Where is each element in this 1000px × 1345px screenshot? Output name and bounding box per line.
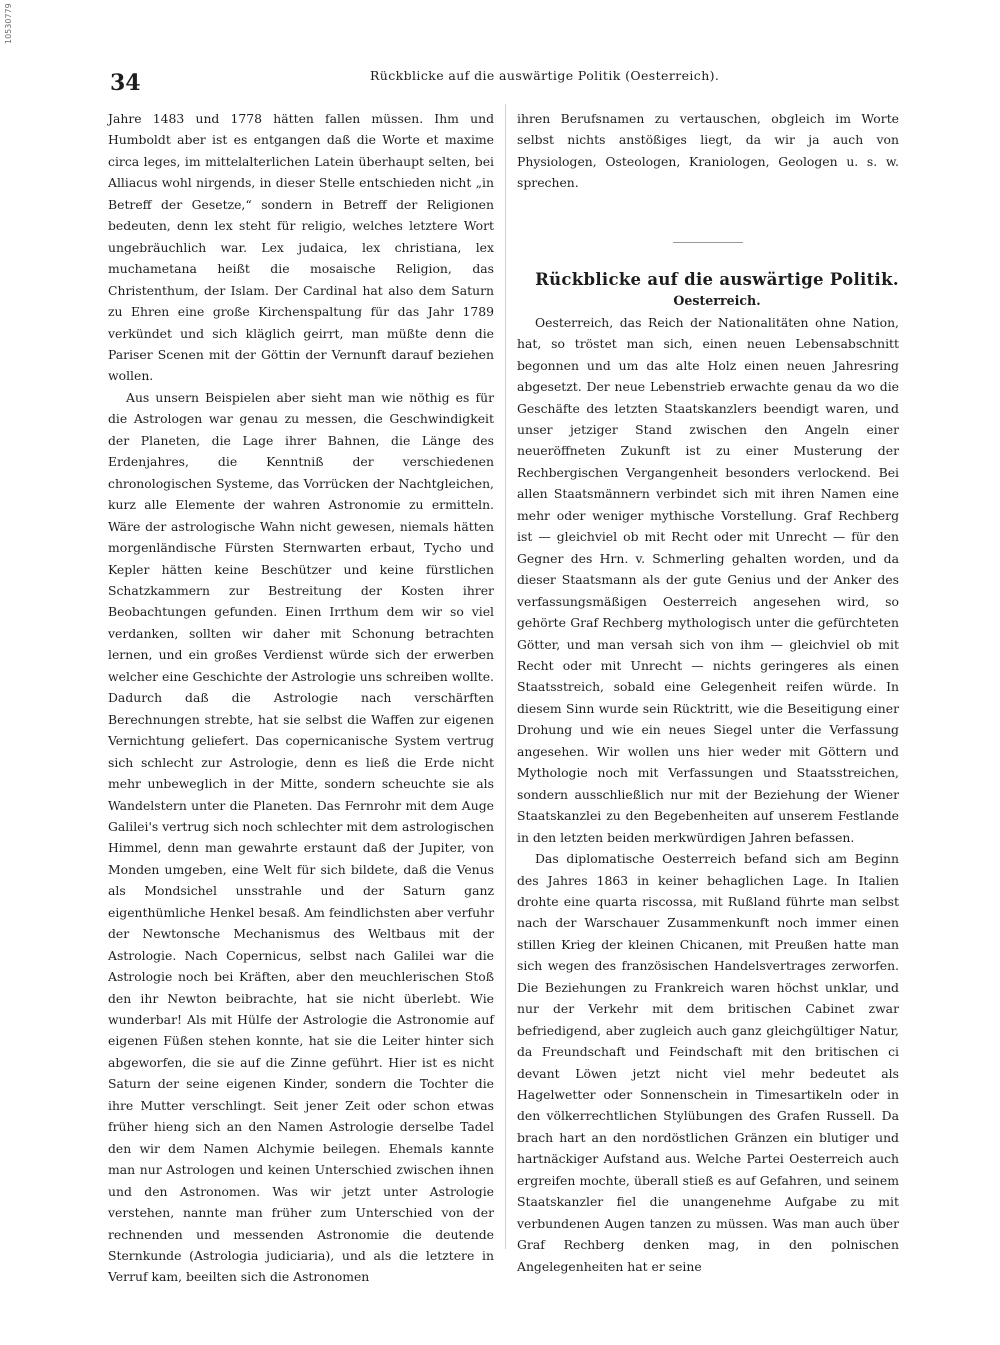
left-paragraph-2: Aus unsern Beispielen aber sieht man wie nöthig es für die Astrologen war genau zu messen, die Geschwindigkeit der Planeten, die Lage ihrer Bahnen, die Länge des Erdenjahres, die Kenntniß der verschiedenen chronologischen Systeme, das Vorrücken der Nachtgleichen, kurz alle Elemente der wahren Astronomie zu ermitteln. Wäre der astrologische Wahn nicht gewesen, niemals hätten morgenländische Fürsten Sternwarten erbaut, Tycho und Kepler hätten keine Beschützer und keine fürstlichen Schatzkammern zur Bestreitung der Kosten ihrer Beobachtungen gefunden. Einen Irrthum dem wir so viel verdanken, sollten wir daher mit Schonung betrachten lernen, und ein großes Verdienst würde sich der erwerben welcher eine Geschichte der Astrologie uns schreiben wollte. Dadurch daß die Astrologie nach verschärften Berechnungen strebte, hat sie selbst die Waffen zur eigenen Vernichtung geliefert. Das copernicanische System vertrug sich schlecht zur Astrologie, denn es ließ die Erde nicht mehr unbeweglich in der Mitte, sondern scheuchte sie als Wandelstern unter die Planeten. Das Fernrohr mit dem Auge Galilei's vertrug sich noch schlechter mit dem astrologischen Himmel, denn man gewahrte erstaunt daß der Jupiter, von Monden umgeben, eine Welt für sich bildete, daß die Venus als Mondsichel unsstrahle und der Saturn ganz eigenthümliche Henkel besaß. Am feindlichsten aber verfuhr der Newtonsche Mechanismus des Weltbaus mit der Astrologie. Nach Copernicus, selbst nach Galilei war die Astrologie noch bei Kräften, aber den meuchlerischen Stoß den ihr Newton beibrachte, hat sie nicht überlebt. Wie wunderbar! Als mit Hülfe der Astrologie die Astronomie auf eigenen Füßen stehen konnte, hat sie die Leiter hinter sich abgeworfen, die sie auf die Zinne geführt. Hier ist es nicht Saturn der seine eigenen Kinder, sondern die Tochter die ihre Mutter verschlingt. Seit jener Zeit oder schon etwas früher hieng sich an den Namen Astrologie derselbe Tadel den wir dem Namen Alchymie beilegen. Ehemals kannte man nur Astrologen und keinen Unterschied zwischen ihnen und den Astronomen. Was wir jetzt unter Astrologie verstehen, nannte man früher zum Unterschied von der rechnenden und messenden Astronomie die deutende Sternkunde (Astrologia judiciaria), und als die letztere in Verruf kam, beeilten sich die Astronomen xyxy=(108,389,494,1285)
right-continuation-paragraph: ihren Berufsnamen zu vertauschen, obgleich im Worte selbst nichts anstößiges liegt, da wir ja auch von Physiologen, Osteologen, Kraniologen, Geologen u. s. w. sprechen. xyxy=(517,111,899,191)
left-column xyxy=(108,108,494,1288)
scan-id-label: 10530779 xyxy=(4,3,13,44)
ornament-rule xyxy=(673,242,743,243)
left-paragraph-1: Jahre 1483 und 1778 hätten fallen müssen. Ihm und Humboldt aber ist es entgangen daß die Worte et maxime circa leges, im mittelalterlichen Latein überhaupt selten, bei Alliacus wohl nirgends, in dieser Stelle entschieden nicht „in Betreff der Gesetze,“ sondern in Betreff der Religionen bedeuten, denn lex steht für religio, welches letztere Wort ungebräuchlich war. Lex judaica, lex christiana, lex muchametana heißt die mosaische Religion, das Christenthum, der Islam. Der Cardinal hat also dem Saturn zu Ehren eine große Kirchenspaltung für das Jahr 1789 verkündet und sich kläglich geirrt, man müßte denn die Pariser Scenen mit der Göttin der Vernunft darauf beziehen wollen. xyxy=(108,111,494,384)
right-column xyxy=(517,108,899,1277)
column-divider xyxy=(505,104,506,1249)
page-number: 34 xyxy=(110,70,141,96)
section-title: Rückblicke auf die auswärtige Politik. xyxy=(535,269,899,289)
right-paragraph-2: Das diplomatische Oesterreich befand sich am Beginn des Jahres 1863 in keiner behaglichen Lage. In Italien drohte eine quarta riscossa, mit Rußland führte man selbst nach der Warschauer Zusammenkunft noch immer einen stillen Krieg der kleinen Chicanen, mit Preußen hatte man sich wegen des französischen Handelsvertrages zerworfen. Die Beziehungen zu Frankreich waren höchst unklar, und nur der Verkehr mit dem britischen Cabinet zwar befriedigend, aber zugleich auch ganz gleichgültiger Natur, da Freundschaft und Feindschaft mit den britischen ci devant Löwen jetzt nicht viel mehr bedeutet als Hagelwetter oder Sonnenschein in Timesartikeln oder in den völkerrechtlichen Stylübungen des Grafen Russell. Da brach hart an den nordöstlichen Gränzen ein blutiger und hartnäckiger Aufstand aus. Welche Partei Oesterreich auch ergreifen mochte, überall stieß es auf Gefahren, und seinem Staatskanzler fiel die unangenehme Aufgabe zu mit verbundenen Augen tanzen zu müssen. Was man auch über Graf Rechberg denken mag, in den polnischen Angelegenheiten hat er seine xyxy=(517,851,899,1274)
section-subtitle: Oesterreich. xyxy=(673,293,761,309)
running-title: Rückblicke auf die auswärtige Politik (Oesterreich). xyxy=(370,68,720,83)
right-paragraph-1: Oesterreich, das Reich der Nationalitäten ohne Nation, hat, so tröstet man sich, einen neuen Lebensabschnitt begonnen und um das alte Holz einen neuen Jahresring abgesetzt. Der neue Lebenstrieb erwachte genau da wo die Geschäfte des letzten Staatskanzlers beendigt waren, und unser jetziger Stand zwischen den Angeln einer neueröffneten Zukunft ist zu einer Musterung der Rechbergischen Vergangenheit besonders verlockend. Bei allen Staatsmännern verbindet sich mit ihren Namen eine mehr oder weniger mythische Vorstellung. Graf Rechberg ist — gleichviel ob mit Recht oder mit Unrecht — für den Gegner des Hrn. v. Schmerling gehalten worden, und da dieser Staatsmann als der gute Genius und der Anker des verfassungsmäßigen Oesterreich angesehen wird, so gehörte Graf Rechberg mythologisch unter die gefürchteten Götter, und man versah sich von ihm — gleichviel ob mit Recht oder mit Unrecht — nichts geringeres als einen Staatsstreich, sobald eine Gelegenheit reifen würde. In diesem Sinn wurde sein Rücktritt, wie die Beseitigung einer Drohung und wie ein neues Siegel unter die Verfassung angesehen. Wir wollen uns hier weder mit Göttern und Mythologie noch mit Verfassungen und Staatsstreichen, sondern ausschließlich nur mit der Beziehung der Wiener Staatskanzlei zu den Begebenheiten auf unserem Festlande in den letzten beiden merkwürdigen Jahren befassen. xyxy=(517,314,899,845)
